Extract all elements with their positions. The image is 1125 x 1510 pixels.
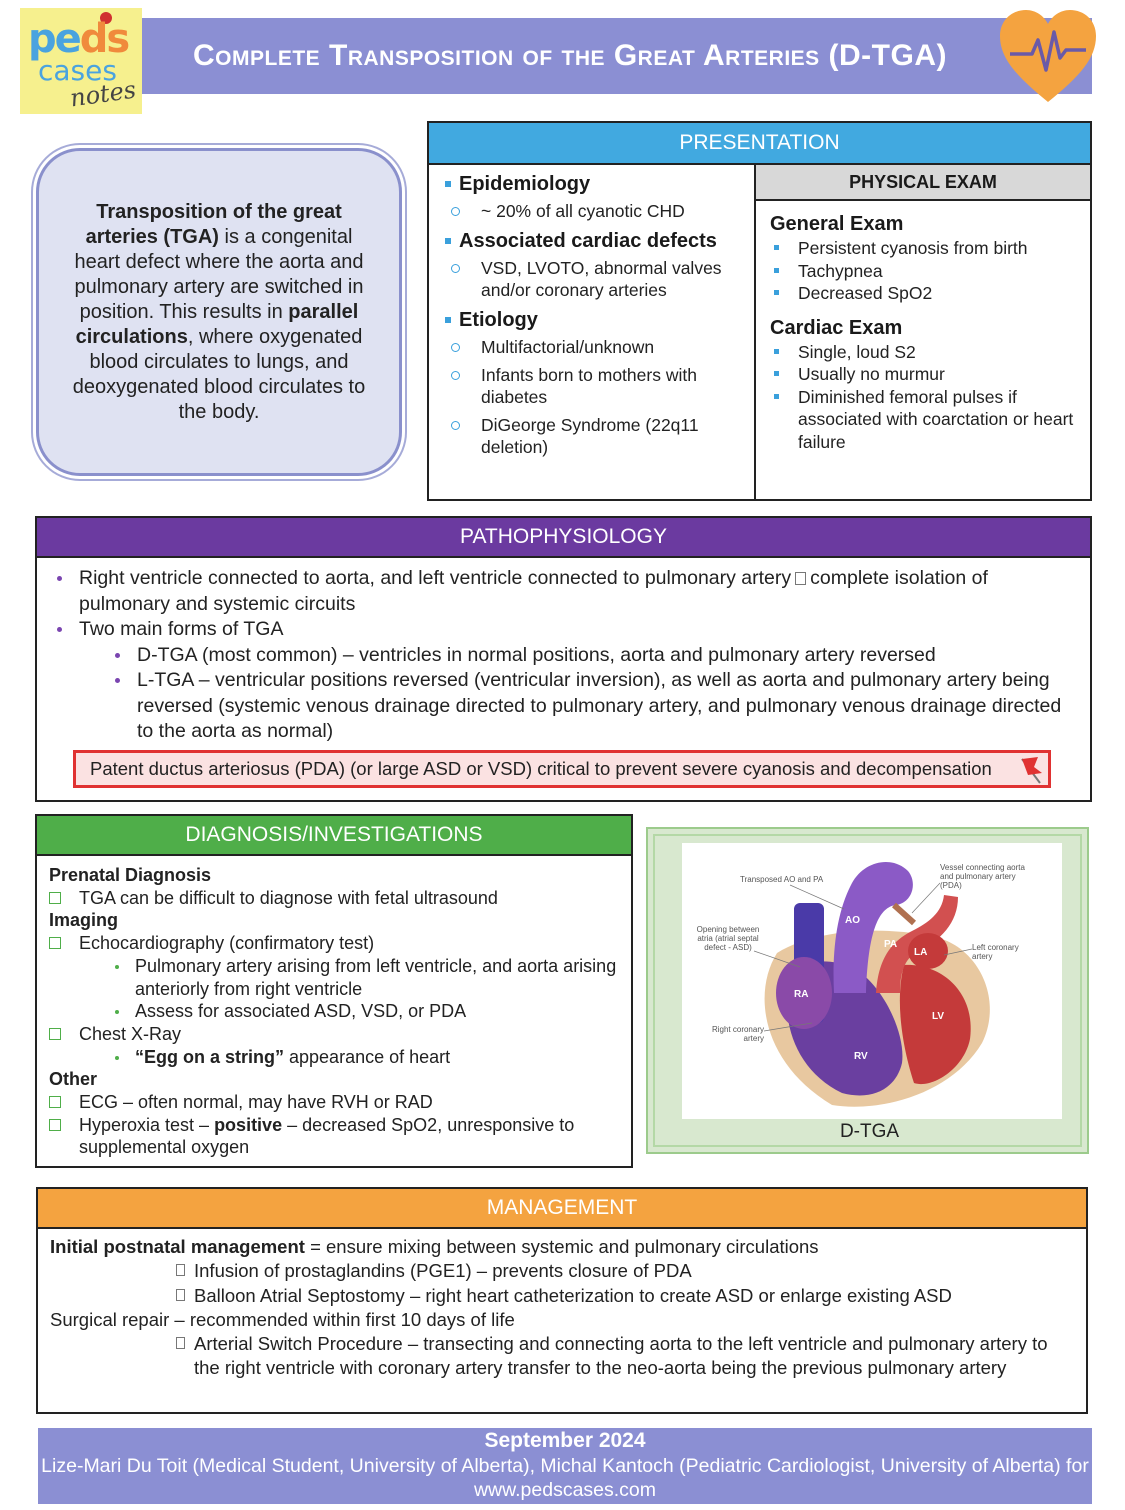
hyperoxia-rest: – decreased SpO2, unresponsive to supplemental oxygen [79,1114,575,1158]
label-lv: LV [932,1011,945,1022]
hyperoxia-text: Hyperoxia test – [79,1114,215,1135]
pathophysiology-section [35,516,1092,802]
cardiac-exam-item: Diminished femoral pulses if associated with coarctation or heart failure [770,386,1080,454]
label-asd-opening: Opening between atria (atrial septal defect - ASD) [696,925,760,952]
management-item [50,1332,1074,1381]
management-item-text: Balloon Atrial Septostomy – right heart catheterization to create ASD or enlarge existing ASD [194,1284,952,1306]
pedscases-logo [20,8,142,114]
diagnosis-header: DIAGNOSIS/INVESTIGATIONS [37,816,631,856]
label-ao: AO [845,915,860,926]
etiology-item: Multifactorial/unknown [443,336,744,358]
intro-bold-term: Transposition of the great arteries (TGA) [85,200,342,248]
figure-caption: D-TGA [839,1121,900,1142]
pathophysiology-body [37,558,1090,745]
alert-text: Patent ductus arteriosus (PDA) (or large ASD or VSD) critical to prevent severe cyanosis and decompensation [90,758,992,779]
bullet-placeholder-icon [176,1337,185,1349]
logo-peds: peds [28,16,129,62]
patho-bullet-text-2: complete isolation of pulmonary and systemic circuits [79,567,988,615]
associated-defects-title: Associated cardiac defects [443,228,744,254]
initial-management-title: Initial postnatal management [50,1236,305,1257]
patho-bullet: Two main forms of TGA [53,617,1074,643]
diagnosis-section [35,814,633,1168]
intro-text-part: is a congenital heart defect where the aorta and pulmonary artery are switched in position. This results in [74,225,364,323]
initial-management-rest: = ensure mixing between systemic and pulmonary circulations [304,1236,819,1257]
general-exam-item: Decreased SpO2 [770,282,1080,305]
physical-exam-body [756,201,1090,453]
general-exam-item: Persistent cyanosis from birth [770,237,1080,260]
intro-text-end: , where oxygenated blood circulates to lungs, and deoxygenated blood circulates to the body. [72,325,366,423]
intro-text [63,200,375,425]
egg-on-string-rest: appearance of heart [284,1046,451,1067]
patho-sub-bullet: L-TGA – ventricular positions reversed (ventricular inversion), as well as aorta and pulmonary artery being reversed (systemic venous drainage directed to pulmonary artery, and pulmonary venous drainage directed to the aorta as normal) [53,668,1074,745]
diagnosis-sub-item: Pulmonary artery arising from left ventricle, and aorta arising anteriorly from right ventricle [49,955,621,1000]
diagnosis-body [37,856,631,1159]
physical-exam-column [756,165,1090,499]
presentation-left-column [429,165,756,499]
page-title: Complete Transposition of the Great Arteries (D-TGA) [193,39,947,72]
diagnosis-item: TGA can be difficult to diagnose with fetal ultrasound [49,887,621,910]
footer-date: September 2024 [484,1429,646,1452]
pathophysiology-header: PATHOPHYSIOLOGY [37,518,1090,558]
patho-bullet [53,566,1074,617]
etiology-title: Etiology [443,307,744,333]
label-la: LA [914,947,928,958]
diagnosis-item: Chest X-Ray [49,1023,621,1046]
management-item-text: Infusion of prostaglandins (PGE1) – prevents closure of PDA [194,1260,692,1282]
presentation-section [427,121,1092,501]
footer [38,1428,1092,1504]
header [0,0,1125,120]
cardiac-exam-item: Single, loud S2 [770,341,1080,364]
label-pda-vessel: Vessel connecting aorta and pulmonary artery (PDA) [940,863,1025,890]
management-item-text: Arterial Switch Procedure – transecting and connecting aorta to the left ventricle and pulmonary artery to the right ventricle with coronary artery transfer to the neo-aorta being the previous pulmonary artery [194,1333,1048,1379]
diagnosis-sub-item: Assess for associated ASD, VSD, or PDA [49,1000,621,1023]
management-item [50,1284,1074,1308]
heart-pulse-icon [996,6,1100,106]
etiology-item: DiGeorge Syndrome (22q11 deletion) [443,414,744,458]
epidemiology-item: ~ 20% of all cyanotic CHD [443,200,744,222]
epidemiology-title: Epidemiology [443,171,744,197]
presentation-header: PRESENTATION [429,123,1090,165]
logo-notes: notes [68,75,138,113]
cardiac-exam-title: Cardiac Exam [770,316,903,339]
label-right-coronary: Right coronary artery [711,1025,764,1043]
initial-management-line [50,1235,1074,1259]
management-item [50,1259,1074,1283]
physical-exam-header: PHYSICAL EXAM [756,165,1090,201]
etiology-item: Infants born to mothers with diabetes [443,364,744,408]
heart-illustration [682,843,1062,1119]
hyperoxia-positive: positive [214,1114,283,1135]
diagnosis-item: ECG – often normal, may have RVH or RAD [49,1091,621,1114]
label-rv: RV [854,1051,868,1062]
footer-credits: Lize-Mari Du Toit (Medical Student, University of Alberta), Michal Kantoch (Pediatric Cardiologist, University of Alberta) for www.pedscases.com [41,1454,1089,1501]
label-left-coronary: Left coronary artery [972,943,1019,961]
other-title: Other [49,1069,98,1090]
diagnosis-item: Echocardiography (confirmatory test) [49,932,621,955]
imaging-title: Imaging [49,910,119,931]
prenatal-title: Prenatal Diagnosis [49,865,212,885]
diagnosis-sub-item [49,1046,621,1069]
red-flag-icon [1016,755,1046,785]
general-exam-item: Tachypnea [770,260,1080,283]
intro-bubble [36,148,402,476]
general-exam-title: General Exam [770,213,904,235]
bullet-placeholder-icon [176,1264,185,1276]
label-pa: PA [884,939,898,950]
patho-sub-bullet: D-TGA (most common) – ventricles in normal positions, aorta and pulmonary artery reversed [53,643,1074,669]
logo-cases: cases [38,54,117,87]
diagnosis-item [49,1114,621,1159]
patho-bullet-text: Right ventricle connected to aorta, and left ventricle connected to pulmonary artery [79,567,792,589]
dtga-figure [646,827,1089,1154]
management-section [36,1187,1088,1414]
management-header: MANAGEMENT [38,1189,1086,1229]
label-transposed: Transposed AO and PA [740,875,824,884]
arrow-placeholder-icon [795,572,806,585]
management-body [38,1229,1086,1381]
bullet-placeholder-icon [176,1289,185,1301]
pda-alert-box [73,750,1051,788]
intro-bold-term-2: parallel circulations [75,300,359,348]
pda-vessel [894,905,914,923]
egg-on-string-term: “Egg on a string” [135,1046,285,1067]
cardiac-exam-item: Usually no murmur [770,363,1080,386]
label-ra: RA [794,989,809,1000]
associated-defects-item: VSD, LVOTO, abnormal valves and/or coronary arteries [443,257,744,301]
surgical-repair-line: Surgical repair – recommended within first 10 days of life [50,1308,515,1330]
